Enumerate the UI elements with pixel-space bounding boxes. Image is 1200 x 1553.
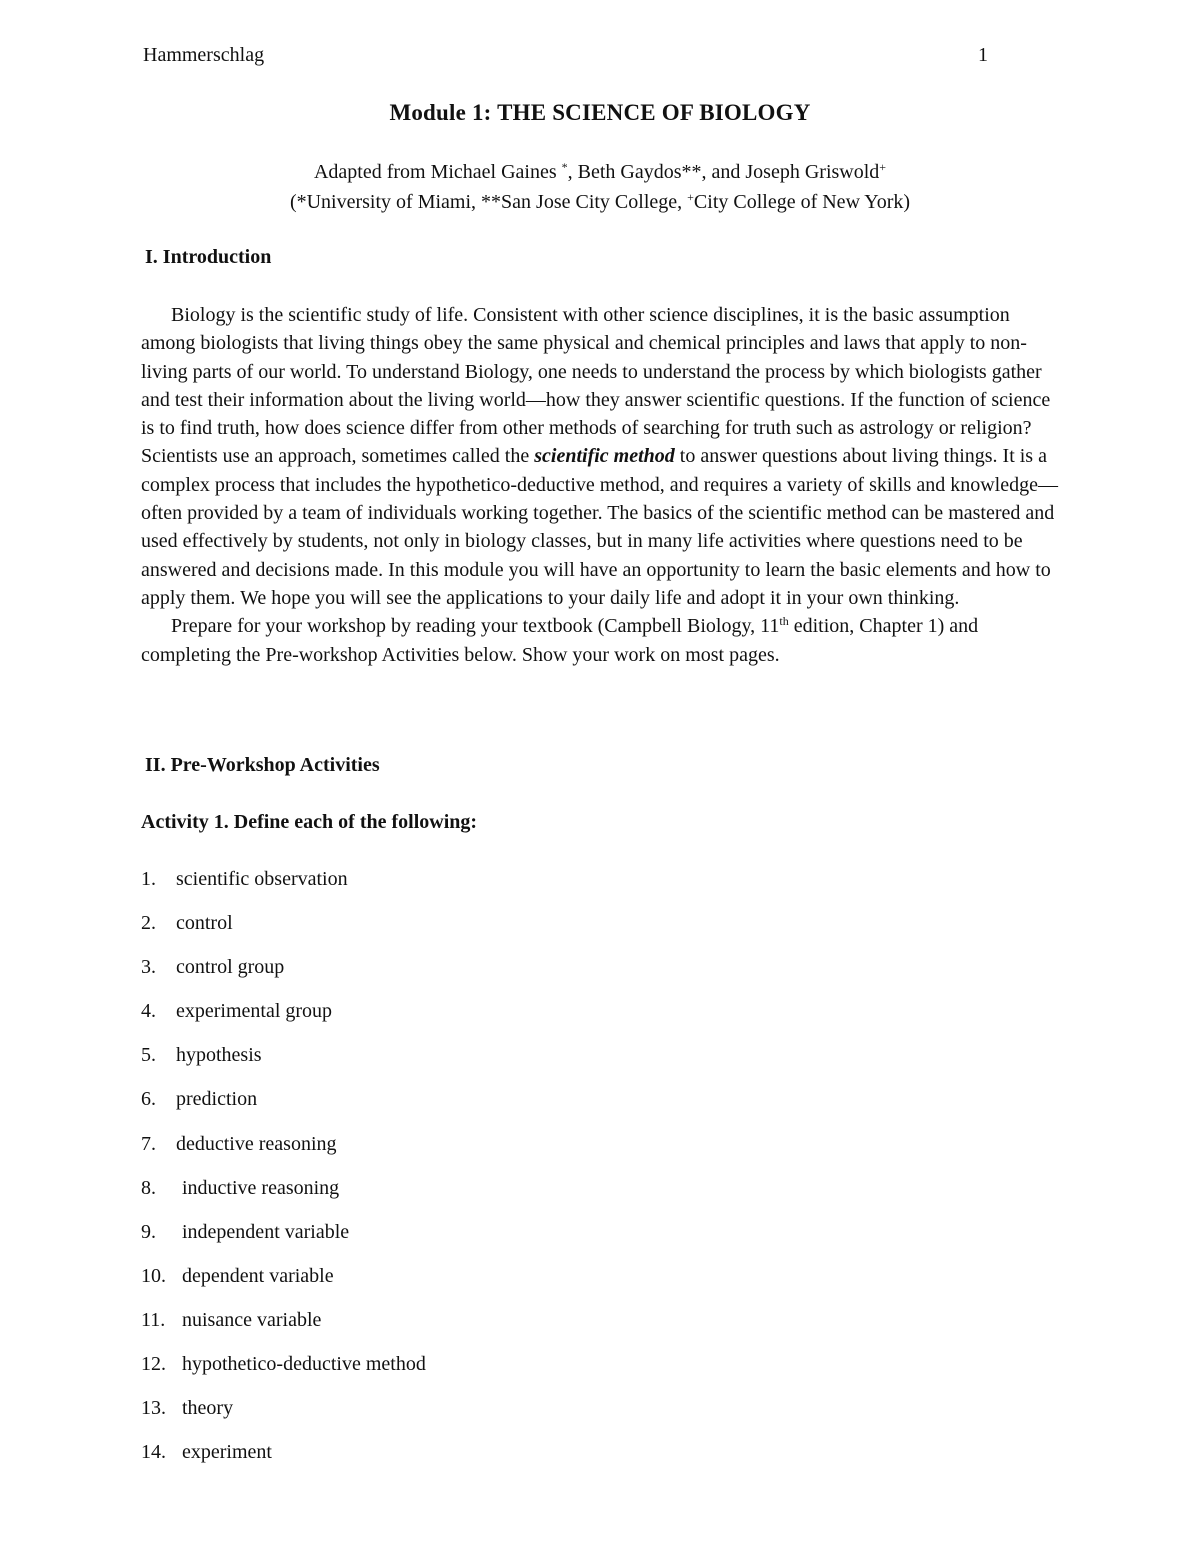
list-item (141, 954, 426, 998)
introduction-body (141, 301, 1061, 669)
list-item (141, 1395, 426, 1439)
list-item (141, 1439, 426, 1483)
credit-institution-mark-plus: + (687, 190, 694, 204)
term-list (141, 866, 426, 1483)
list-item-term: prediction (176, 1088, 258, 1111)
list-item-term: scientific observation (176, 868, 348, 890)
list-item-term: hypothesis (176, 1044, 262, 1067)
list-item-number: 5. (141, 1044, 156, 1067)
list-item-number: 1. (141, 868, 156, 890)
document-title: Module 1: THE SCIENCE OF BIOLOGY (389, 100, 811, 125)
list-item-term: nuisance variable (182, 1308, 322, 1331)
list-item (141, 910, 426, 954)
list-item (141, 1086, 426, 1130)
keyword-scientific-method: scientific method (534, 445, 675, 468)
list-item-term: deductive reasoning (176, 1132, 337, 1155)
section-heading-pre-workshop: II. Pre-Workshop Activities (145, 754, 380, 776)
credit-institutions-post: City College of New York) (693, 191, 911, 213)
list-item-term: control group (176, 956, 285, 979)
list-item-number: 12. (141, 1353, 166, 1376)
section-heading-introduction: I. Introduction (145, 246, 272, 268)
intro-p1-text-a: Biology is the scientific study of life. Consistent with other science disciplines, it is the basic assumption among biologists that living things obey the same physical and chemical principles and laws that apply to non-living parts of our world. To understand Biology, one needs to understand the process by which biologists gather and test their information about the living world—how they answer scientific questions. If the function of science is to find truth, how does science differ from other methods of searching for truth such as astrology or religion? Scientists use an approach, sometimes called the (141, 304, 1051, 468)
credit-mark-star: * (561, 160, 568, 174)
list-item (141, 998, 426, 1042)
edition-superscript: th (779, 614, 789, 629)
list-item (141, 1263, 426, 1307)
list-item-number: 9. (141, 1220, 156, 1243)
list-item-number: 7. (141, 1132, 156, 1155)
list-item-number: 11. (141, 1308, 166, 1331)
credit-line-authors (0, 161, 1200, 184)
credit-mark-plus: + (879, 160, 887, 174)
list-item-term: independent variable (182, 1220, 350, 1243)
credit-institutions-pre: (*University of Miami, **San Jose City College, (289, 191, 688, 213)
list-item-term: dependent variable (182, 1264, 334, 1287)
list-item (141, 1351, 426, 1395)
intro-paragraph-2 (141, 612, 1061, 669)
list-item-term: experimental group (176, 1000, 333, 1023)
credit-authors-mid: , Beth Gaydos**, and Joseph Griswold (567, 161, 880, 183)
list-item (141, 1219, 426, 1263)
list-item-number: 2. (141, 912, 156, 935)
intro-paragraph-1 (141, 301, 1061, 612)
list-item-number: 8. (141, 1176, 156, 1199)
list-item (141, 1307, 426, 1351)
list-item (141, 1175, 426, 1219)
list-item-number: 4. (141, 1000, 156, 1023)
list-item-number: 14. (141, 1441, 166, 1464)
list-item-number: 10. (141, 1264, 166, 1287)
list-item-number: 6. (141, 1088, 156, 1111)
list-item-term: experiment (182, 1441, 272, 1464)
list-item-number: 13. (141, 1397, 166, 1420)
page-number: 1 (978, 44, 988, 66)
list-item-term: theory (182, 1397, 234, 1420)
credit-line-institutions (0, 191, 1200, 214)
running-header-author: Hammerschlag (143, 44, 265, 66)
credit-authors-pre: Adapted from Michael Gaines (313, 161, 562, 183)
intro-p1-text-b: to answer questions about living things. It is a complex process that includes the hypothetico-deductive method, and requires a variety of skills and knowledge—often provided by a team of individuals working together. The basics of the scientific method can be mastered and used effectively by students, not only in biology classes, but in many life activities where questions need to be answered and decisions made. In this module you will have an opportunity to learn the basic elements and how to apply them. We hope you will see the applications to your daily life and adopt it in your own thinking. (141, 445, 1058, 609)
list-item-term: hypothetico-deductive method (182, 1353, 426, 1376)
list-item (141, 1131, 426, 1175)
intro-p2-text-a: Prepare for your workshop by reading your textbook (Campbell Biology, 11 (171, 615, 780, 638)
list-item (141, 1042, 426, 1086)
intro-p2-text-b: edition, Chapter 1) and completing the Pre-workshop Activities below. Show your work on most pages. (141, 615, 979, 666)
activity-heading: Activity 1. Define each of the following: (141, 811, 478, 833)
list-item (141, 866, 426, 910)
list-item-term: inductive reasoning (182, 1176, 340, 1199)
list-item-term: control (176, 912, 233, 935)
list-item-number: 3. (141, 956, 156, 979)
